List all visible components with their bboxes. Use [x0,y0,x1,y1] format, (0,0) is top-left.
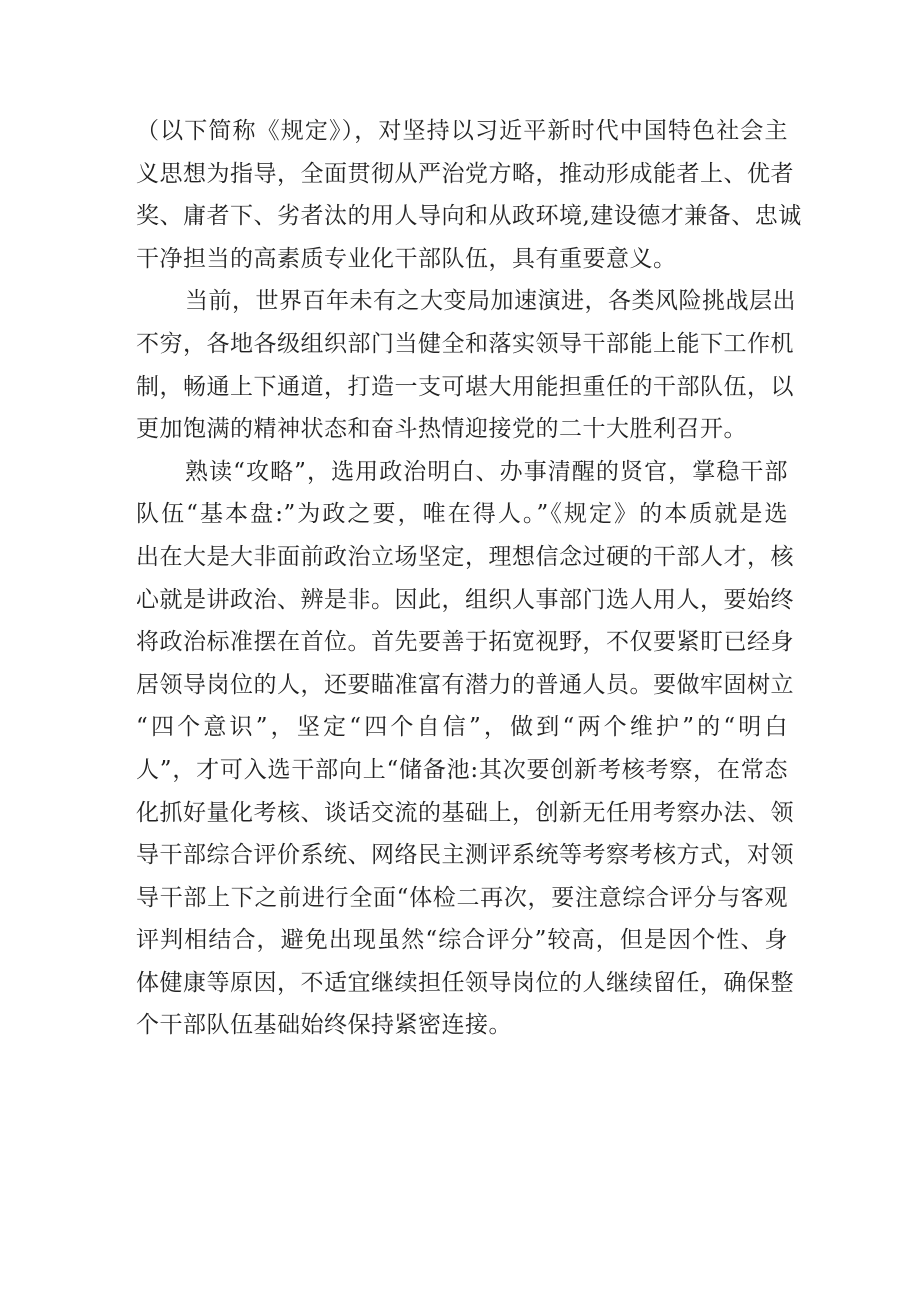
text-line: 义思想为指导，全面贯彻从严治党方略，推动形成能者上、优者 [136,160,794,187]
text-line: 制，畅通上下通道，打造一支可堪大用能担重任的干部队伍，以 [136,373,794,400]
text-line: 干净担当的高素质专业化干部队伍，具有重要意义。 [136,245,677,272]
paragraph-2 [136,280,796,450]
text-line: 不穷，各地各级组织部门当健全和落实领导干部能上能下工作机 [136,330,794,357]
text-line: 熟读“攻略”，选用政治明白、办事清醒的贤官，掌稳干部 [185,458,788,485]
text-line: 将政治标准摆在首位。首先要善于拓宽视野，不仅要紧盯已经身 [136,629,794,656]
text-line: 心就是讲政治、辨是非。因此，组织人事部门选人用人，要始终 [136,586,794,613]
text-line: “四个意识”，坚定“四个自信”，做到“两个维护”的“明白 [136,714,788,741]
text-line: 居领导岗位的人，还要瞄准富有潜力的普通人员。要做牢固树立 [136,671,794,698]
document-page [136,110,802,1047]
text-line: （以下简称《规定》），对坚持以习近平新时代中国特色社会主 [136,118,788,144]
text-line: 当前，世界百年未有之大变局加速演进，各类风险挑战层出 [185,288,796,315]
text-line: 评判相结合，避免出现虽然“综合评分”较高，但是因个性、身 [136,927,788,954]
text-line: 队伍“基本盘:”为政之要，唯在得人。”《规定》的本质就是选 [136,501,788,528]
text-line: 体健康等原因，不适宜继续担任领导岗位的人继续留任，确保整 [136,969,794,996]
text-line: 个干部队伍基础始终保持紧密连接。 [136,1012,512,1039]
text-line: 导干部综合评价系统、网络民主测评系统等考察考核方式，对领 [136,842,794,869]
text-line: 奖、庸者下、劣者汰的用人导向和从政环境,建设德才兼备、忠诚 [136,203,802,230]
text-line: 出在大是大非面前政治立场坚定，理想信念过硬的干部人才，核 [136,543,794,570]
text-line: 化抓好量化考核、谈话交流的基础上，创新无任用考察办法、领 [136,799,794,826]
paragraph-3 [136,451,794,1047]
paragraph-1 [136,110,802,280]
text-line: 人”，才可入选干部向上“储备池:其次要创新考核考察，在常态 [136,756,788,783]
text-line: 更加饱满的精神状态和奋斗热情迎接党的二十大胜利召开。 [136,416,747,443]
text-line: 导干部上下之前进行全面“体检二再次，要注意综合评分与客观 [136,884,788,911]
